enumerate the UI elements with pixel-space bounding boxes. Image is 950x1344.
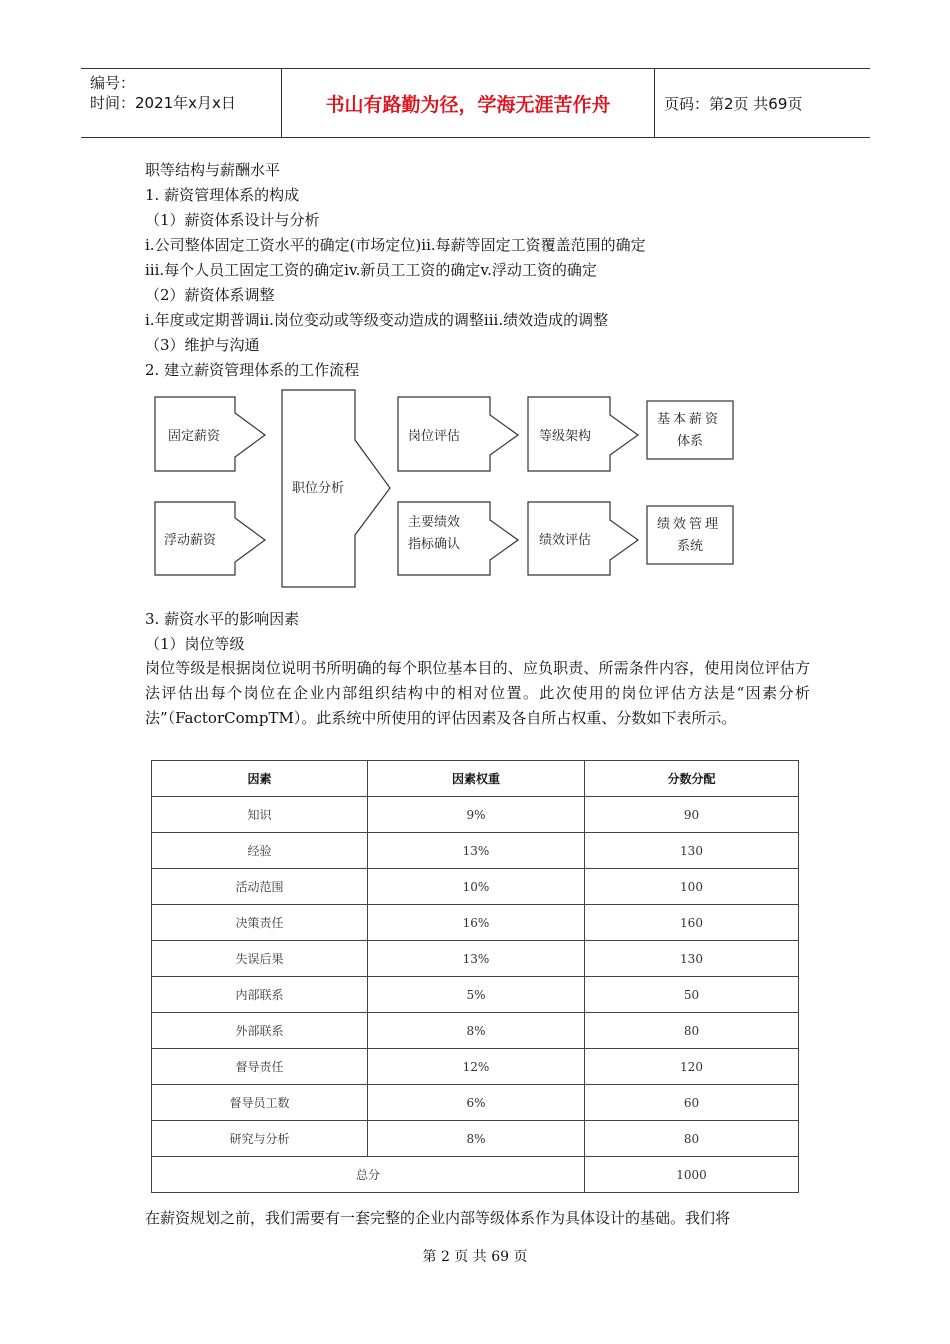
base-pay-label-line1: 基本薪资: [657, 412, 722, 427]
score-cell: 60: [585, 1085, 799, 1121]
weight-cell: 12%: [368, 1049, 585, 1085]
total-value-cell: 1000: [585, 1157, 799, 1193]
factor-cell: 失误后果: [152, 941, 368, 977]
weight-cell: 10%: [368, 869, 585, 905]
column-header: 因素权重: [368, 761, 585, 797]
section-heading: 1. 薪资管理体系的构成: [145, 186, 300, 204]
workflow-diagram: [150, 385, 750, 590]
table-row: [152, 977, 799, 1013]
column-header: 因素: [152, 761, 368, 797]
score-cell: 80: [585, 1121, 799, 1157]
fixed-pay-label: 固定薪资: [168, 429, 221, 444]
page-header: [81, 68, 870, 138]
weight-cell: 13%: [368, 833, 585, 869]
table-row: [152, 1121, 799, 1157]
table-total-row: [152, 1157, 799, 1193]
table-row: [152, 1013, 799, 1049]
perf-mgmt-label-line1: 绩效管理: [657, 517, 722, 532]
body-line: i.年度或定期普调ii.岗位变动或等级变动造成的调整iii.绩效造成的调整: [145, 311, 609, 329]
table-row: [152, 1049, 799, 1085]
factor-cell: 研究与分析: [152, 1121, 368, 1157]
document-time-label: 时间：2021年x月x日: [90, 94, 236, 112]
base-pay-system-box: [647, 401, 733, 459]
column-header: 分数分配: [585, 761, 799, 797]
weight-cell: 5%: [368, 977, 585, 1013]
factor-cell: 经验: [152, 833, 368, 869]
page-footer: 第 2 页 共 69 页: [422, 1249, 528, 1265]
table-row: [152, 833, 799, 869]
factor-cell: 外部联系: [152, 1013, 368, 1049]
body-paragraph: 岗位等级是根据岗位说明书所明确的每个职位基本目的、应负职责、所需条件内容，使用岗位评估方法评估出每个岗位在企业内部组织结构中的相对位置。此次使用的岗位评估方法是“因素分析法”（FactorCompTM）。此系统中所使用的评估因素及各自所占权重、分数如下表所示。: [145, 659, 810, 727]
weight-cell: 8%: [368, 1121, 585, 1157]
document-number-label: 编号：: [90, 74, 136, 92]
score-cell: 100: [585, 869, 799, 905]
subsection-heading: （3）维护与沟通: [145, 336, 260, 354]
score-cell: 50: [585, 977, 799, 1013]
weight-cell: 9%: [368, 797, 585, 833]
header-meta: [81, 69, 282, 137]
kpi-label-line2: 指标确认: [408, 537, 461, 552]
table-row: [152, 1085, 799, 1121]
section-heading: 3. 薪资水平的影响因素: [145, 610, 300, 628]
job-analysis-label: 职位分析: [292, 481, 345, 496]
table-row: [152, 941, 799, 977]
weight-cell: 13%: [368, 941, 585, 977]
header-page-info: 页码：第2页 共69页: [664, 94, 803, 113]
base-pay-label-line2: 体系: [677, 434, 704, 449]
factor-cell: 活动范围: [152, 869, 368, 905]
factor-cell: 督导员工数: [152, 1085, 368, 1121]
table-row: [152, 905, 799, 941]
factor-cell: 内部联系: [152, 977, 368, 1013]
score-cell: 90: [585, 797, 799, 833]
score-cell: 80: [585, 1013, 799, 1049]
section-heading: 2. 建立薪资管理体系的工作流程: [145, 361, 360, 379]
score-cell: 120: [585, 1049, 799, 1085]
floating-pay-label: 浮动薪资: [164, 533, 217, 548]
score-cell: 130: [585, 941, 799, 977]
grade-structure-label: 等级架构: [539, 429, 592, 444]
perf-mgmt-system-box: [647, 506, 733, 564]
weight-cell: 16%: [368, 905, 585, 941]
subsection-heading: （1）薪资体系设计与分析: [145, 211, 320, 229]
score-cell: 160: [585, 905, 799, 941]
body-line: iii.每个人员工固定工资的确定iv.新员工工资的确定v.浮动工资的确定: [145, 261, 597, 279]
table-header-row: [152, 761, 799, 797]
score-cell: 130: [585, 833, 799, 869]
factor-cell: 督导责任: [152, 1049, 368, 1085]
subsection-heading: （1）岗位等级: [145, 635, 245, 653]
perf-mgmt-label-line2: 系统: [677, 539, 704, 554]
header-motto: 书山有路勤为径，学海无涯苦作舟: [282, 69, 655, 137]
doc-heading: 职等结构与薪酬水平: [145, 161, 281, 179]
body-line: i.公司整体固定工资水平的确定(市场定位)ii.每薪等固定工资覆盖范围的确定: [145, 236, 646, 254]
table-row: [152, 797, 799, 833]
total-label-cell: 总分: [152, 1157, 585, 1193]
factor-cell: 知识: [152, 797, 368, 833]
factor-weight-table: [151, 760, 799, 1193]
weight-cell: 8%: [368, 1013, 585, 1049]
subsection-heading: （2）薪资体系调整: [145, 286, 275, 304]
job-evaluation-label: 岗位评估: [408, 429, 461, 444]
weight-cell: 6%: [368, 1085, 585, 1121]
table-row: [152, 869, 799, 905]
perf-evaluation-label: 绩效评估: [539, 533, 592, 548]
body-line: 在薪资规划之前，我们需要有一套完整的企业内部等级体系作为具体设计的基础。我们将: [145, 1209, 731, 1227]
factor-cell: 决策责任: [152, 905, 368, 941]
kpi-label-line1: 主要绩效: [408, 515, 461, 530]
